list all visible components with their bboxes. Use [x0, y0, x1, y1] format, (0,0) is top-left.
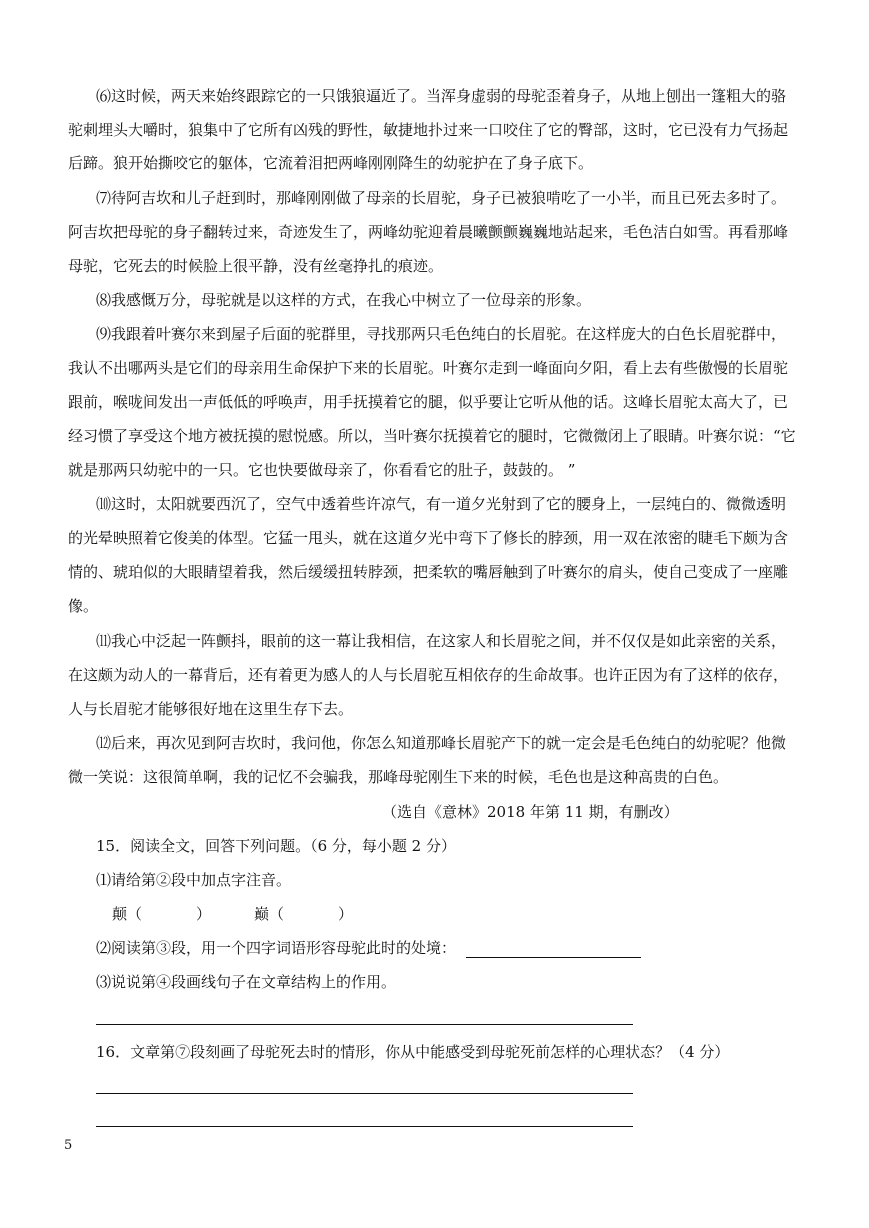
paragraph-6-line-2: 驼刺埋头大嚼时，狼集中了它所有凶残的野性，敏捷地扑过来一口咬住了它的臀部，这时，它已没有力气扬起 — [68, 121, 789, 139]
paragraph-10-line-2: 的光晕映照着它俊美的体型。它猛一甩头，就在这道夕光中弯下了修长的脖颈，用一双在浓密的睫毛下颇为含 — [68, 529, 789, 547]
q16-answer-line-2[interactable] — [96, 1126, 633, 1127]
pinyin-blank-2[interactable] — [254, 904, 353, 924]
question-15-title: 15．阅读全文，回答下列问题。（6 分，每小题 2 分） — [96, 837, 456, 855]
paragraph-9-line-3: 跟前，喉咙间发出一声低低的呼唤声，用手抚摸着它的腿，似乎要让它听从他的话。这峰长眉驼太高大了，已 — [68, 393, 789, 411]
paragraph-9-line-4: 经习惯了享受这个地方被抚摸的慰悦感。所以，当叶赛尔抚摸着它的腿时，它微微闭上了眼睛。叶赛尔说：“它 — [68, 427, 796, 445]
paragraph-9-line-1: ⑼我跟着叶赛尔来到屋子后面的驼群里，寻找那两只毛色纯白的长眉驼。在这样庞大的白色长眉驼群中， — [96, 325, 787, 343]
paragraph-10-line-4: 像。 — [68, 597, 99, 615]
paragraph-11-line-1: ⑾我心中泛起一阵颤抖，眼前的这一幕让我相信，在这家人和长眉驼之间，并不仅仅是如此亲密的关系， — [96, 632, 787, 650]
four-char-answer-line[interactable] — [466, 957, 641, 958]
sub-3-answer-line[interactable] — [96, 1024, 633, 1025]
question-15-sub-1: ⑴请给第②段中加点字注音。 — [96, 871, 292, 889]
paragraph-7-line-3: 母驼，它死去的时候脸上很平静，没有丝毫挣扎的痕迹。 — [68, 257, 444, 275]
question-15-sub-3: ⑶说说第④段画线句子在文章结构上的作用。 — [96, 973, 397, 991]
paragraph-11-line-2: 在这颇为动人的一幕背后，还有着更为感人的人与长眉驼互相依存的生命故事。也许正因为有了这样的依存， — [68, 666, 789, 684]
question-15-sub-2 — [96, 938, 456, 958]
q16-answer-line-1[interactable] — [96, 1093, 633, 1094]
paragraph-9-line-2: 我认不出哪两头是它们的母亲用生命保护下来的长眉驼。叶赛尔走到一峰面向夕阳，看上去有些傲慢的长眉驼 — [68, 359, 789, 377]
paragraph-7-line-1: ⑺待阿吉坎和儿子赶到时，那峰刚刚做了母亲的长眉驼，身子已被狼啃吃了一小半，而且已死去多时了。 — [96, 189, 787, 207]
paragraph-8-line-1: ⑻我感慨万分，母驼就是以这样的方式，在我心中树立了一位母亲的形象。 — [96, 291, 592, 309]
paragraph-7-line-2: 阿吉坎把母驼的身子翻转过来，奇迹发生了，两峰幼驼迎着晨曦颤颤巍巍地站起来，毛色洁白如雪。再看那峰 — [68, 223, 789, 241]
char-2-label: 巅（ — [254, 905, 285, 923]
paragraph-10-line-1: ⑽这时，太阳就要西沉了，空气中透着些许凉气，有一道夕光射到了它的腰身上，一层纯白的、微微透明 — [96, 495, 787, 513]
char-1-close: ） — [196, 905, 212, 923]
pinyin-blank-1[interactable] — [112, 904, 211, 924]
paragraph-10-line-3: 情的、琥珀似的大眼睛望着我，然后缓缓扭转脖颈，把柔软的嘴唇触到了叶赛尔的肩头，使自己变成了一座雕 — [68, 563, 789, 581]
paragraph-12-line-1: ⑿后来，再次见到阿吉坎时，我问他，你怎么知道那峰长眉驼产下的就一定会是毛色纯白的幼驼呢？他微 — [96, 734, 787, 752]
char-2-close: ） — [338, 905, 354, 923]
paragraph-12-line-2: 微一笑说：这很简单啊，我的记忆不会骗我，那峰母驼刚生下来的时候，毛色也是这种高贵的白色。 — [68, 768, 729, 786]
source-citation: （选自《意林》2018 年第 11 期，有删改） — [382, 803, 679, 821]
char-1-label: 颠（ — [112, 905, 143, 923]
paragraph-11-line-3: 人与长眉驼才能够很好地在这里生存下去。 — [68, 700, 354, 718]
page-number: 5 — [64, 1138, 73, 1153]
paragraph-6-line-1: ⑹这时候，两天来始终跟踪它的一只饿狼逼近了。当浑身虚弱的母驼歪着身子，从地上刨出一篷粗大的骆 — [96, 87, 787, 105]
paragraph-6-line-3: 后蹄。狼开始撕咬它的躯体，它流着泪把两峰刚刚降生的幼驼护在了身子底下。 — [68, 154, 594, 172]
paragraph-9-line-5: 就是那两只幼驼中的一只。它也快要做母亲了，你看看它的肚子，鼓鼓的。 ” — [68, 461, 576, 479]
question-16-title: 16．文章第⑦段刻画了母驼死去时的情形，你从中能感受到母驼死前怎样的心理状态？（4 分） — [96, 1043, 730, 1061]
question-15-sub-2-text: ⑵阅读第③段，用一个四字词语形容母驼此时的处境： — [96, 939, 457, 957]
